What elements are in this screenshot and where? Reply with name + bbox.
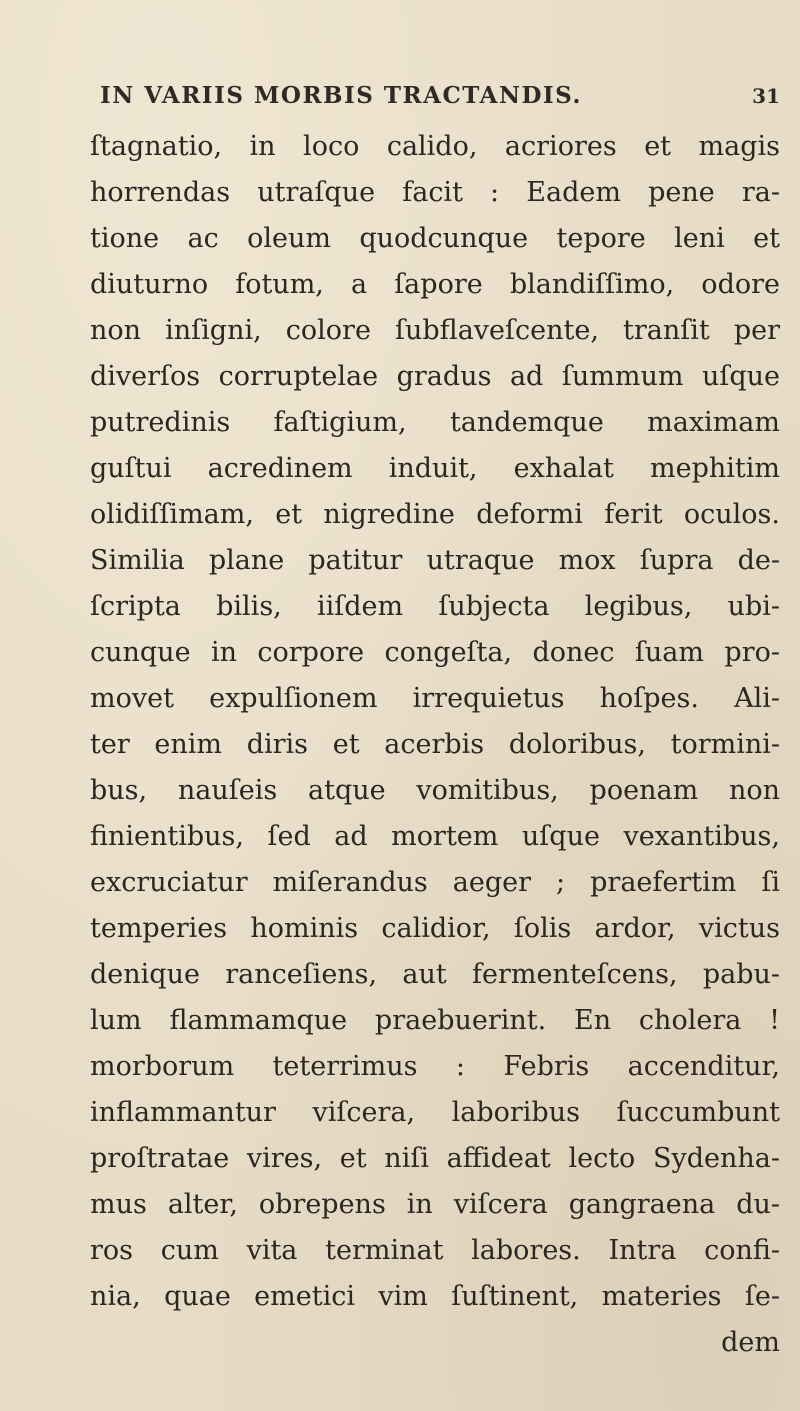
text-line: lum flammamque praebuerint. En cholera ! xyxy=(90,1005,780,1036)
body-text xyxy=(90,130,780,1410)
catchword: dem xyxy=(721,1327,780,1358)
text-line: putredinis faſtigium, tandemque maximam xyxy=(90,407,780,438)
text-line: ſtagnatio, in loco calido, acriores et magis xyxy=(90,131,780,162)
text-line: nia, quae emetici vim ſuſtinent, materies ſe- xyxy=(90,1281,780,1312)
text-line: mus alter, obrepens in viſcera gangraena du- xyxy=(90,1189,780,1220)
text-line: inflammantur viſcera, laboribus ſuccumbunt xyxy=(90,1097,780,1128)
running-head: IN VARIIS MORBIS TRACTANDIS. xyxy=(100,82,582,109)
text-line: ter enim diris et acerbis doloribus, tormini- xyxy=(90,729,780,760)
text-line: denique ranceſiens, aut fermenteſcens, pabu- xyxy=(90,959,780,990)
text-line: diuturno fotum, a ſapore blandiſſimo, odore xyxy=(90,269,780,300)
text-line: non inſigni, colore ſubflaveſcente, tranſit per xyxy=(90,315,780,346)
text-line: movet expulſionem irrequietus hoſpes. Ali- xyxy=(90,683,780,714)
text-line: bus, nauſeis atque vomitibus, poenam non xyxy=(90,775,780,806)
text-line: horrendas utraſque facit : Eadem pene ra- xyxy=(90,177,780,208)
page-number: 31 xyxy=(752,84,780,108)
text-line: ſcripta bilis, iiſdem ſubjecta legibus, ubi- xyxy=(90,591,780,622)
text-line: excruciatur miſerandus aeger ; praefertim ſi xyxy=(90,867,780,898)
text-line: cunque in corpore congeſta, donec ſuam pro- xyxy=(90,637,780,668)
text-line: guſtui acredinem induit, exhalat mephitim xyxy=(90,453,780,484)
text-line: diverſos corruptelae gradus ad ſummum uſque xyxy=(90,361,780,392)
text-line: proſtratae vires, et niſi affideat lecto Sydenha- xyxy=(90,1143,780,1174)
text-line: morborum teterrimus : Febris accenditur, xyxy=(90,1051,780,1082)
text-line: temperies hominis calidior, ſolis ardor, victus xyxy=(90,913,780,944)
text-line: Similia plane patitur utraque mox ſupra de- xyxy=(90,545,780,576)
text-line: ros cum vita terminat labores. Intra confi- xyxy=(90,1235,780,1266)
text-line: tione ac oleum quodcunque tepore leni et xyxy=(90,223,780,254)
text-line: olidiſſimam, et nigredine deformi ferit oculos. xyxy=(90,499,780,530)
page-header xyxy=(100,82,780,122)
text-line: finientibus, ſed ad mortem uſque vexantibus, xyxy=(90,821,780,852)
